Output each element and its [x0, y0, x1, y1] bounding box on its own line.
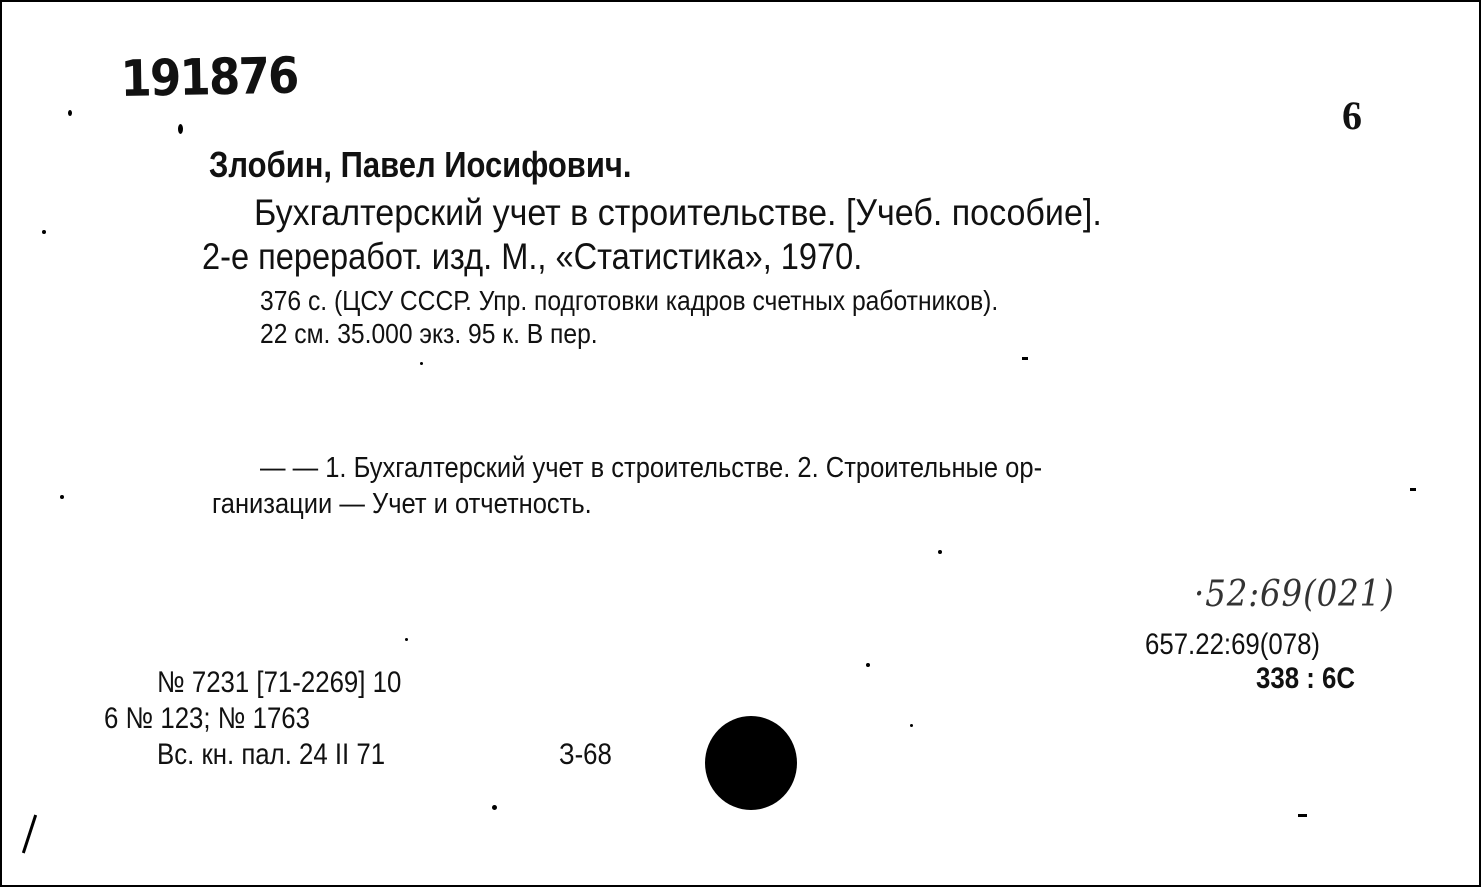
- secondary-number: 6 № 123; № 1763: [104, 702, 310, 735]
- scan-speck: [938, 550, 942, 554]
- scan-speck: [60, 495, 64, 499]
- scan-speck: [405, 638, 408, 641]
- scan-speck: [420, 362, 423, 365]
- scan-speck: [866, 663, 870, 667]
- edition-imprint-line: 2-е переработ. изд. М., «Статистика», 1970.: [202, 236, 863, 277]
- print-code: З-68: [559, 738, 612, 771]
- record-number: № 7231 [71-2269] 10: [157, 666, 402, 699]
- physical-description-line: 22 см. 35.000 экз. 95 к. В пер.: [260, 318, 598, 349]
- subject-headings-line: — — 1. Бухгалтерский учет в строительстве. 2. Строительные ор-: [260, 452, 1043, 484]
- subject-headings-line: ганизации — Учет и отчетность.: [212, 488, 592, 520]
- scan-mark: [22, 815, 37, 854]
- scan-mark: [1298, 814, 1307, 817]
- scan-speck: [68, 110, 72, 116]
- bbk-classification: 338 : 6С: [1256, 662, 1355, 695]
- title-line: Бухгалтерский учет в строительстве. [Учеб. пособие].: [254, 192, 1102, 233]
- scan-speck: [178, 124, 183, 134]
- udc-classification: 657.22:69(078): [1145, 628, 1321, 661]
- corner-mark: 6: [1342, 93, 1362, 138]
- handwritten-inventory-number: 191876: [120, 46, 298, 108]
- scan-mark: [1022, 357, 1028, 360]
- physical-description-line: 376 с. (ЦСУ СССР. Упр. подготовки кадров счетных работников).: [260, 285, 999, 316]
- scan-speck: [492, 805, 497, 810]
- scan-mark: [1410, 488, 1416, 491]
- handwritten-classmark: ·52:69(021): [1194, 574, 1395, 615]
- author-heading: Злобин, Павел Иосифович.: [209, 144, 632, 185]
- book-chamber-line: Вс. кн. пал. 24 II 71: [157, 738, 386, 771]
- scan-speck: [910, 724, 913, 727]
- scan-speck: [42, 230, 46, 234]
- punch-hole: [705, 716, 797, 810]
